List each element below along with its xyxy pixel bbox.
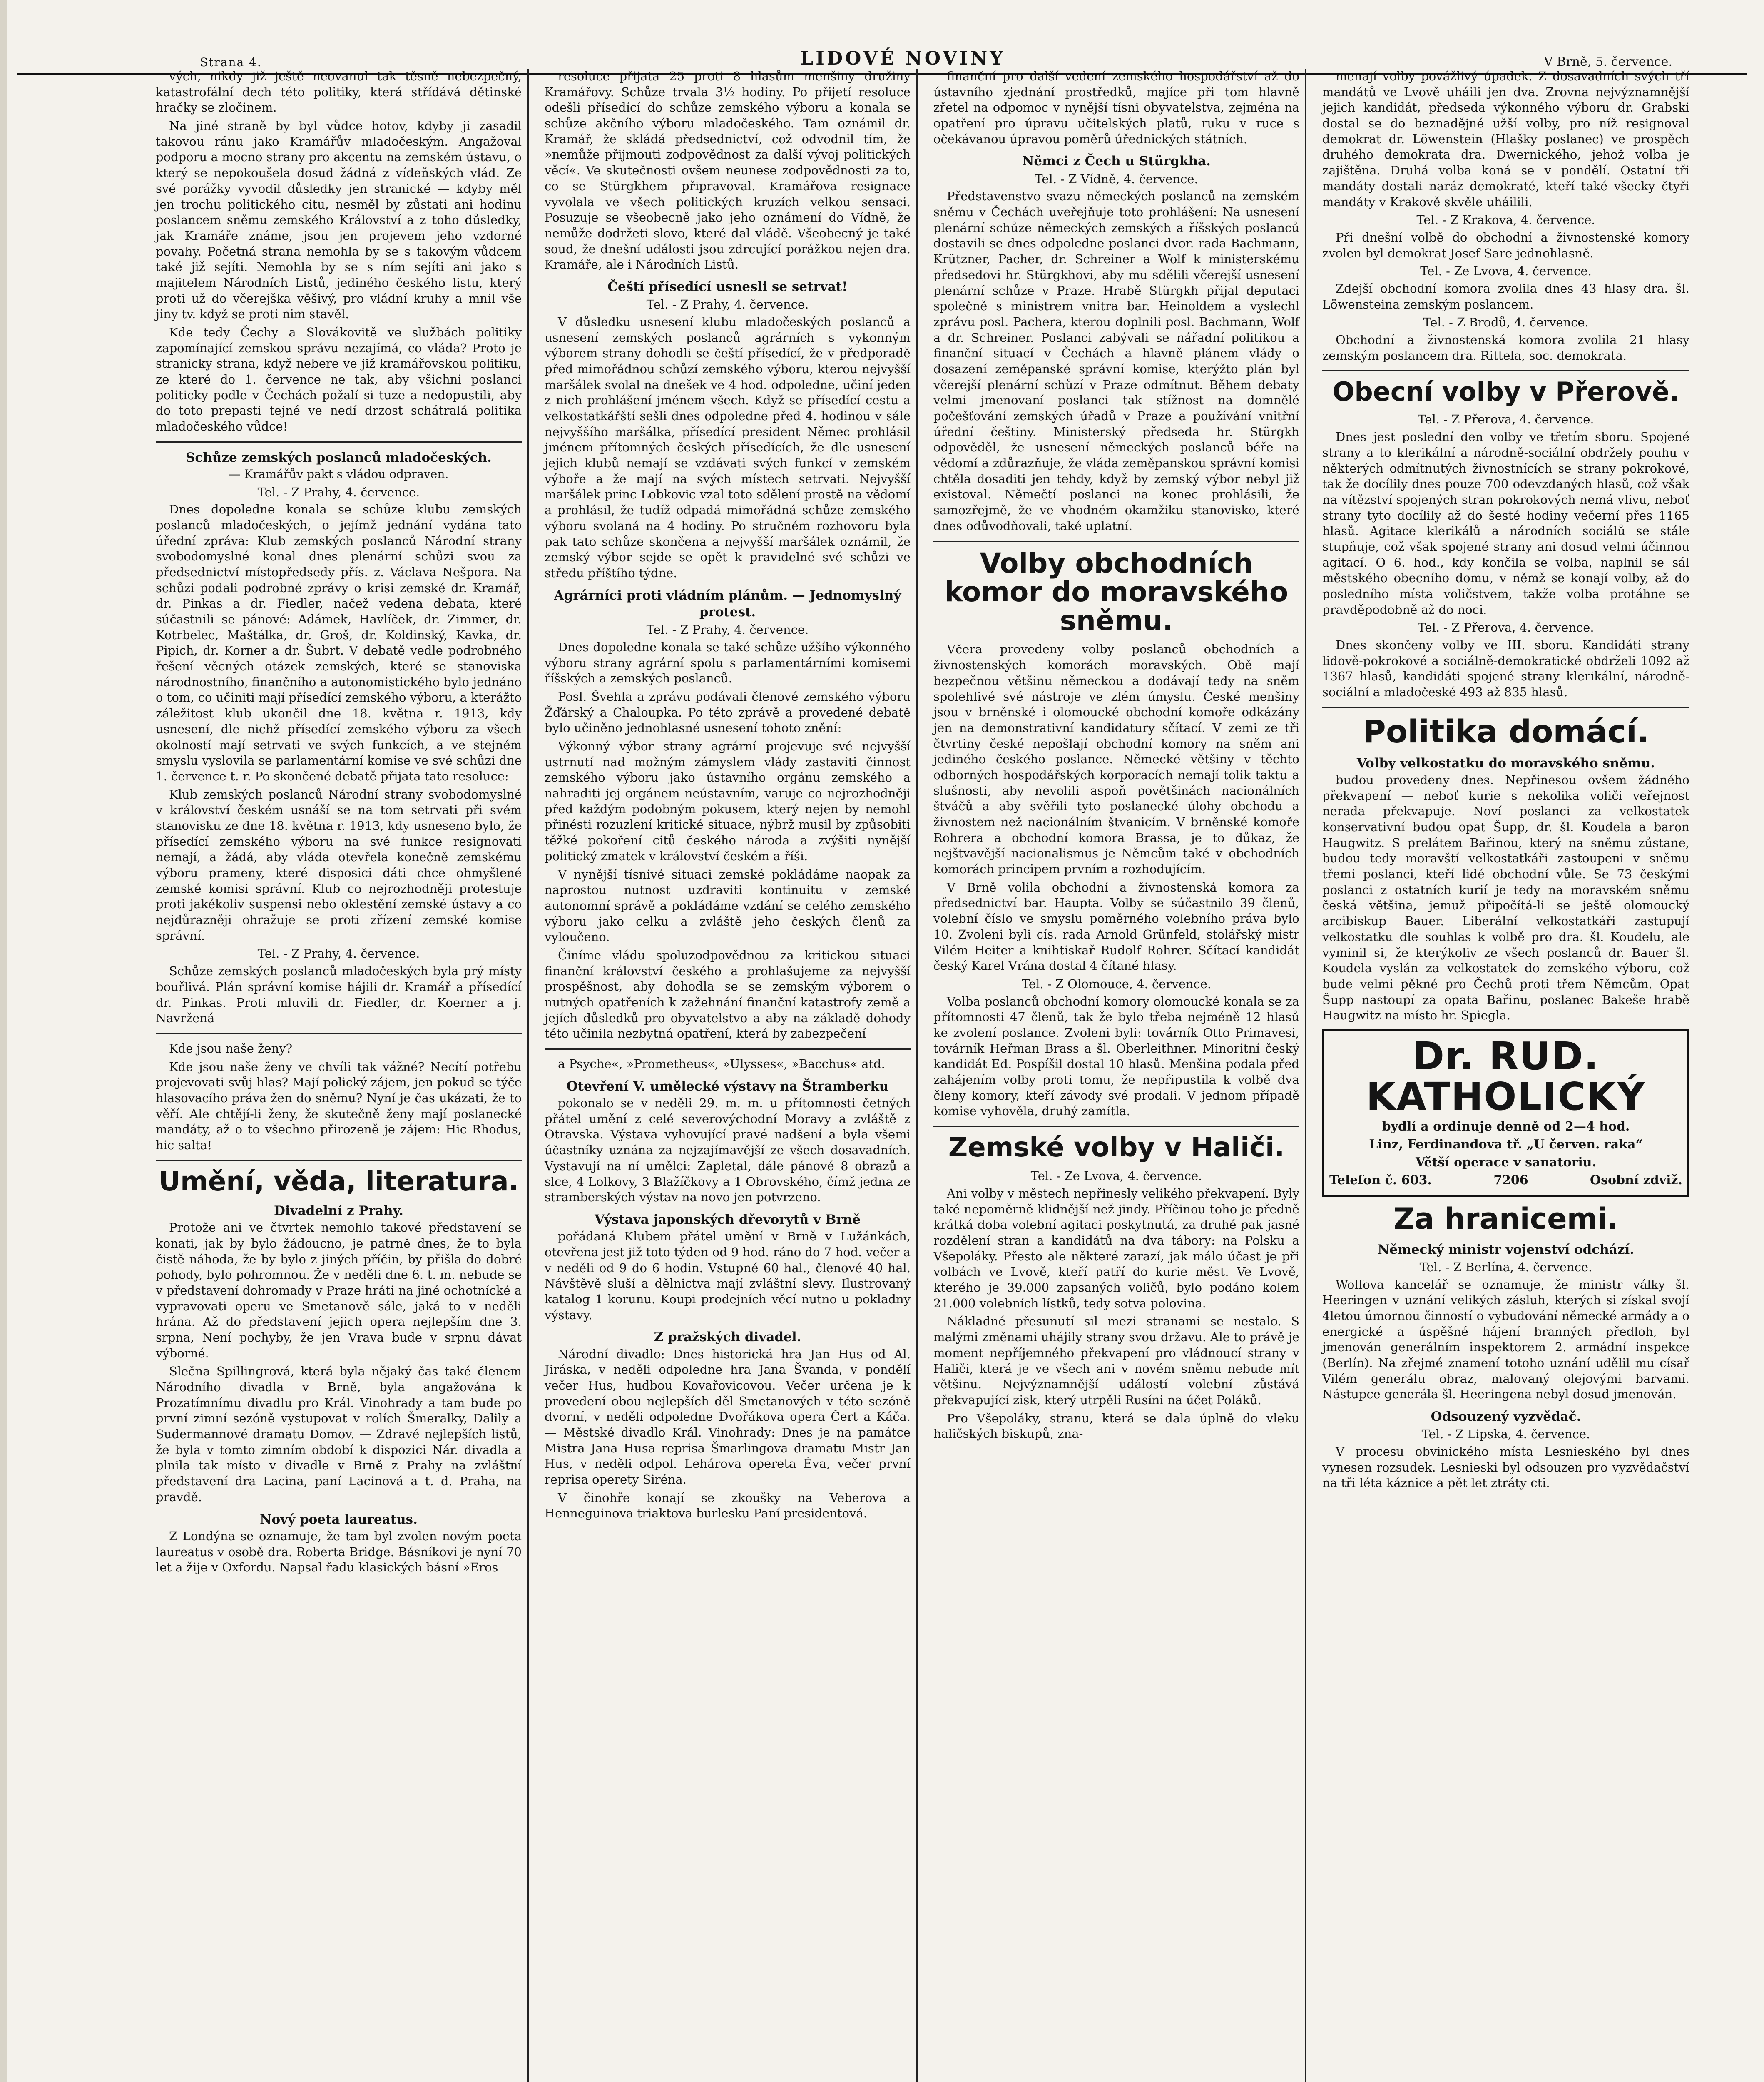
- dateline: Tel. - Z Brodů, 4. července.: [1423, 315, 1589, 330]
- section-headline: Politika domácí.: [1363, 712, 1649, 750]
- article-paragraph: a Psyche«, »Prometheus«, »Ulysses«, »Bacchus« atd.: [558, 1057, 885, 1071]
- section-headline: Umění, věda, literatura.: [159, 1166, 519, 1197]
- article-paragraph: Pro Všepoláky, stranu, která se dala úplně do vleku haličských biskupů, zna-: [933, 1411, 1299, 1441]
- article-paragraph: Ani volby v městech nepřinesly velikého překvapení. Byly také nepoměrně klidnější než jindy. Příčinou toho je předně krátká doba volební agitaci poskytnutá, za druhé pak jasné rozdělení stran a kandidátů na dva tábory: na Polsku a Všepoláky. Přesto ale některé zarazí, jak málo účast je při volbách ve Lvově, kteří patří do kurie měst. Ve Lvově, kterého je 39.000 zapsaných voličů, bylo podáno kolem 21.000 volebních lístků, tedy sotva polovina.: [933, 1186, 1299, 1310]
- column-4: [1316, 69, 1695, 2082]
- dateline: Tel. - Ze Lvova, 4. července.: [1420, 264, 1592, 279]
- article-heading: Agrárníci proti vládním plánům. — Jednomyslný protest.: [554, 588, 901, 620]
- column-1: [150, 69, 529, 2082]
- article-paragraph: Volba poslanců obchodní komory olomoucké konala se za přítomnosti 47 členů, tak že bylo třeba nejméně 12 hlasů ke zvolení poslance. Zvoleni byli: továrník Otto Primavesi, továrník Heřman Brass a šl. Oberleithner. Minoritní český kandidát Ed. Pospíšil dostal 10 hlasů. Menšina podala před zahájením volby proti tomu, že nepřipustila k volbě dva členy komory, kteří závody své prodali. V jednom případě komise vyhověla, druhý zamítla.: [933, 994, 1299, 1118]
- ad-phone: Telefon č. 603.: [1329, 1173, 1432, 1188]
- ad-name: Dr. RUD. KATHOLICKÝ: [1366, 1034, 1646, 1119]
- scan-edge: [0, 0, 7, 2082]
- column-rule: [156, 1033, 522, 1034]
- ad-address: Linz, Ferdinandova tř. „U červen. raka“: [1369, 1137, 1643, 1152]
- article-heading: Výstava japonských dřevorytů v Brně: [595, 1212, 861, 1227]
- article-heading: Z pražských divadel.: [654, 1330, 801, 1345]
- article-paragraph: pokonalo se v neděli 29. m. m. u přítomnosti četných přátel umění z celé severovýchodní Moravy a zvláště z Otravska. Výstava vyhovující pravé nadšení a byla všemi účastníky uznána za nejzajímavější ze všech dosavadních. Vystavují na ní umělci: Zapletal, dále pánové 8 obrazů a slce, 4 Lolkovy, 3 Blažíčkovy a 1 Obrovského, čímž jedna ze stramberských výstav na novo jen potvrzeno.: [545, 1096, 911, 1205]
- article-heading: Odsouzený vyzvědač.: [1431, 1409, 1581, 1425]
- column-rule: [1322, 707, 1689, 708]
- dateline: Tel. - Z Vídně, 4. července.: [1035, 172, 1198, 186]
- article-paragraph: Protože ani ve čtvrtek nemohlo takové představení se konati, jak by bylo žádoucno, je patrně dnes, že to byla čistě náhoda, že by bylo z jiných příčin, by přišla do dobré pohody, bylo pohromnou. Že v neděli dne 6. t. m. nebude se v představení dohromady v Praze hráti na jiné ochotnícké a vypravovati operu ve Smetanově sále, jaká to v neděli hrána. Až do představení jejich opera nejlepším dne 3. srpna, Není pochyby, že jen Vrava bude v srpnu dávat výborné.: [156, 1220, 522, 1360]
- dateline: Tel. - Z Prahy, 4. července.: [257, 485, 420, 499]
- article-paragraph: Představenstvo svazu německých poslanců na zemském sněmu v Čechách uveřejňuje toto prohlášení: Na usnesení plenární schůze německých zemských a říšských poslanců dostavili se dnes odpoledne poslanci dvor. rada Bachmann, Krützner, Pacher, dr. Schreiner a Wolf k ministerskému předsedovi hr. Stürgkhovi, aby mu sdělili včerejší usnesení plenární schůze v Praze. Hrabě Stürgkh přijal deputaci společně s ministrem vnitra bar. Heinoldem a vyslechl zprávu posl. Pachera, kterou doplnili posl. Bachmann, Wolf a dr. Schreiner. Poslanci zabývali se nářadní politikou a finanční situací v Čechách a hlavně plánem vlády o dosazení zeměpanské správní komise, kterýžto plán byl včerejší plenární schůzí v Praze odmítnut. Během debaty velmi jmenovaní poslanci tak stížnost na domnělé počešťování zemských úřadů v Praze a používání vnitřní úřední češtiny. Ministerský předseda hr. Stürgkh odpověděl, že usnesení německých poslanců béře na vědomí a zdůrazňuje, že vláda zeměpanskou správní komisi chtěla dosaditi jen tehdy, když by zemský výbor nebyl již existoval. Němečtí poslanci na konec prohlásili, že samozřejmě, že ve vhodném okamžiku stanovisko, které dnes odůvodňovali, také uplatní.: [933, 189, 1299, 533]
- column-rule: [545, 1048, 911, 1050]
- article-paragraph: Nákladné přesunutí sil mezi stranami se nestalo. S malými změnami uhájily strany svou državu. Ale to právě je moment nepříjemného překvapení pro vládnoucí strany v Haliči, která je ve všech ani v novém sněmu nebude mít většinu. Nejvýznamnější událostí volební zůstává překvapující zisk, který utrpěli Rusíni na účet Poláků.: [933, 1314, 1299, 1407]
- dateline: Tel. - Z Prahy, 4. července.: [257, 946, 420, 961]
- column-rule: [156, 1160, 522, 1161]
- article-paragraph: Dnes dopoledne konala se schůze klubu zemských poslanců mladočeských, o jejímž jednání vydána tato úřední zpráva: Klub zemských poslanců Národní strany svobodomyslné konal dnes plenární schůzi svou za předsednictví místopředsedy přís. z. Václava Nešpora. Na schůzi podali podrobné zprávy o krisi zemské dr. Kramář, dr. Pinkas a dr. Fiedler, načež vedena debata, které súčastnili se pánové: Adámek, Havlíček, dr. Zimmer, dr. Kotrbelec, Maštálka, dr. Groš, dr. Koldinský, Kavka, dr. Pipich, dr. Korner a dr. Šubrt. V debatě vedle podrobného řešení věcných otázek zemských, které se stanoviska národnostního, finančního a autonomistického bylo jednáno o tom, co učiniti mají přísedící zemského výboru, a kterážto záležitost klub ukončil dne 18. května r. 1913, kdy usnesení, dle nichž přísedící zemského výboru za všech okolností mají setrvati ve svých funkcích, a ve stejném smyslu vyslovila se parlamentární komise ve své schůzi dne 1. července t. r. Po skončené debatě přijata tato resoluce:: [156, 502, 522, 783]
- article-paragraph: Obchodní a živnostenská komora zvolila 21 hlasy zemským poslancem dra. Rittela, soc. demokrata.: [1322, 333, 1689, 363]
- article-paragraph: V nynější tísnivé situaci zemské pokládáme naopak za naprostou nutnost uzdraviti kontinuitu v zemské autonomní správě a pokládáme vzdání se celého zemského výboru jako celku a zvláště jeho českých členů za vyloučeno.: [545, 867, 911, 944]
- issue-date: V Brně, 5. července.: [1544, 55, 1672, 69]
- article-paragraph: Dnes jest poslední den volby ve třetím sboru. Spojené strany a to klerikální a národně-sociální obdržely pouhu v některých odmítnutých živnostnících se strany pokrokové, tak že docílily dnes pouze 700 odevzdaných hlasů, což však na vítězství spojených stran pokrokových nemá vlivu, neboť strany tyto docílily až do šesté hodiny večerní přes 1165 hlasů. Agitace klerikálů a národních sociálů se stále stupňuje, což však spojené strany ani dosud velmi účinnou agitací. O 6. hod., kdy končila se volba, naplnil se sál městského obecního domu, v němž se konají volby, až do posledního místa voličstvem, takže volba protáhne se pravděpodobně až do noci.: [1322, 430, 1689, 617]
- article-subheading: — Kramářův pakt s vládou odpraven.: [229, 467, 449, 481]
- article-heading: Čeští přísedící usnesli se setrvat!: [607, 279, 848, 294]
- ad-hours: bydlí a ordinuje denně od 2—4 hod.: [1382, 1119, 1630, 1134]
- article-heading: Otevření V. umělecké výstavy na Štramberku: [566, 1078, 889, 1094]
- article-paragraph: Národní divadlo: Dnes historická hra Jan Hus od Al. Jiráska, v neděli odpoledne hra Jana Švanda, v pondělí večer Hus, hudbou Kovařovicovou. Večer určena je k provedení obou nejlepších děl Smetanových v této sezóně dvorní, v neděli odpoledne Dvořákova opera Čert a Káča. — Městské divadlo Král. Vinohrady: Dnes je na památce Mistra Jana Husa reprisa Šmarlingova dramatu Mistr Jan Hus, v neděli odpol. Lehárova opereta Éva, večer první reprisa operety Siréna.: [545, 1347, 911, 1487]
- article-paragraph: Činíme vládu spoluzodpovědnou za kritickou situaci finanční království českého a prohlašujeme za nejvyšší prospěšnost, aby dohodla se se zemským výborem o nutných opatřeních k zažehnání finanční katastrofy země a jejích důsledků pro obyvatelstvo a aby na základě dohody této učinila nezbytná opatření, která by zabezpečení: [545, 948, 911, 1041]
- article-paragraph: Výkonný výbor strany agrární projevuje své nejvyšší ustrnutí nad možným zámyslem vlády zastaviti činnost zemského výboru jako ústavního orgánu zemského a nahraditi jej orgánem neústavním, varuje co nejrozhodněji před každým podobným pokusem, který nejen by nemohl přinésti rozuzlení kritické situace, nýbrž musil by způsobiti těžké pokoření citů českého národa a zvýšiti nynější politický zmatek v království českém a říši.: [545, 739, 911, 863]
- column-2: [539, 69, 918, 2082]
- section-headline: Za hranicemi.: [1393, 1202, 1619, 1236]
- dateline: Tel. - Z Krakova, 4. července.: [1416, 213, 1595, 227]
- article-paragraph: Wolfova kancelář se oznamuje, že ministr války šl. Heeringen v uznání velikých zásluh, kterých si získal svojí 4letou úmornou činností o vybudování německé armády a o energické a úspěšné hájení branných předloh, byl jmenován generálním inspektorem 2. armádní inspekce (Berlín). Na zřejmé znamení totoho uznání udělil mu císař Vilém generálu obraz, malovaný olejovými barvami. Nástupce generála šl. Heeringena nebyl dosud jmenován.: [1322, 1277, 1689, 1402]
- article-paragraph: Posl. Švehla a zprávu podávali členové zemského výboru Žďárský a Chaloupka. Po této zprávě a provedené debatě bylo učiněno jednohlasné usnesení tohoto znění:: [545, 689, 911, 735]
- dateline: Tel. - Z Berlína, 4. července.: [1419, 1260, 1592, 1274]
- page-header: [17, 12, 1747, 75]
- article-paragraph: finanční pro další vedení zemského hospodářství až do ústavního zjednání prostředků, majíce při tom hlavně zřetel na odpomoc v nynější tísni obyvatelstva, zejména na opatření pro úpravu učitelských platů, ruku v ruce s očekávanou úpravou poměrů úřednických státních.: [933, 69, 1299, 146]
- article-paragraph: Kde jsou naše ženy ve chvíli tak vážné? Necítí potřebu projevovati svůj hlas? Mají polický zájem, jen pokud se týče hlasovacího práva žen do sněmu? Nyní je čas ukázati, že to věří. Ale chtějí-li ženy, že skutečně ženy mají poslanecké mandáty, až o to všechno přirozeně je zájem: Hic Rhodus, hic salta!: [156, 1059, 522, 1152]
- article-heading: Volby velkostatku do moravského sněmu.: [1356, 755, 1655, 771]
- article-heading: Divadelní z Prahy.: [274, 1203, 403, 1218]
- dateline: Tel. - Z Přerova, 4. července.: [1418, 620, 1594, 635]
- article-paragraph: menají volby povážlivý úpadek. Z dosavadních svých tří mandátů ve Lvově uháili jen dva. Zrovna nejvýznamnější jejich kandidát, předseda výkonného výboru dr. Grabski dostal se do beznadějné užší volby, pro níž resignoval demokrat dr. Löwenstein (Hlašky poslanec) ve prospěch druhého demokrata dra. Dwernického, jehož volba je zajištěna. Druhá volba koná se v pondělí. Ostatní tři mandáty dostali naráz demokraté, kteří také všecky čtyři mandáty v Krakově skvěle uháilili.: [1322, 69, 1689, 209]
- article-heading: Nový poeta laureatus.: [260, 1512, 418, 1527]
- article-paragraph: resoluce přijata 25 proti 8 hlasům menšiny družiny Kramářovy. Schůze trvala 3½ hodiny. Po přijetí resoluce odešli přísedící do schůze zemského výboru a konala se schůze akčního výboru mladočeského. Tam oznámil dr. Kramář, že skládá předsednictví, což odvodnil tím, že »nemůže přijmouti zodpovědnost za další vývoj politických věcí«. Ve skutečnosti ovšem neunese zodpovědnosti za to, co se Stürgkhem připravoval. Kramářova resignace vyvolala ve všech politických kruzích velkou sensaci. Posuzuje se všeobecně jako jeho oznámení do Vídně, že nemůže dodržeti slovo, které dal vládě. Všeobecný je také soud, že dnešní události jsou zdrcující porážkou nejen dra. Kramáře, ale i Národních Listů.: [545, 69, 911, 272]
- article-paragraph: Slečna Spillingrová, která byla nějaký čas také členem Národního divadla v Brně, byla angažována k Prozatímnímu divadlu pro Král. Vinohrady a tam bude po první zimní sezóně vystupovat v rolích Šmeralky, Dalily a Sudermannové dramatu Domov. — Zdravé nejlepších listů, že byla v tomto zimním období k dispozici Nár. divadla a plnila tak místo v divadle v Brně z Prahy na zvláštní představení dra Lacina, paní Lacinová a t. d. Praha, na pravdě.: [156, 1364, 522, 1504]
- article-paragraph: Z Londýna se oznamuje, že tam byl zvolen novým poeta laureatus v osobě dra. Roberta Bridge. Básníkovi je nyní 70 let a žije v Oxfordu. Napsal řadu klasických básní »Eros: [156, 1529, 522, 1575]
- section-headline: Obecní volby v Přerově.: [1332, 376, 1679, 407]
- column-rule: [933, 1126, 1299, 1127]
- article-paragraph: budou provedeny dnes. Nepřinesou ovšem žádného překvapení — neboť kurie s nekolika voliči veřejnost nerada překvapuje. Noví poslanci za velkostatek konservativní budou opat Šupp, dr. šl. Koudela a baron Haugwitz. S prelátem Bařinou, který na sněmu zůstane, budou tedy moravští velkostatkáři zastoupeni v sněmu třemi poslanci, kteří lidé obchodní vůle. Se 73 českými poslanci z ostatních kurií je tedy na moravském sněmu česká většina, jemuž připočítá-li se ještě olomoucký arcibiskup Bauer. Liberální velkostatkáři zastupují velkostatku dle souhlas k volbě pro dra. šl. Koudelu, ale vyminil si, že kterýkoliv ze všech poslanců dr. Bauer šl. Koudela vyslán za velkostatek do zemského výboru, což bude velmi pěkné pro Čechů proti třem Němcům. Opat Šupp nastoupí za opata Bařinu, poslanec Bakeše hrabě Haugwitz na místo hr. Spiegla.: [1322, 772, 1689, 1023]
- advertisement: [1322, 1029, 1689, 1197]
- section-headline: Volby obchodních komor do moravského sněmu.: [944, 547, 1289, 637]
- column-3: [928, 69, 1306, 2082]
- dateline: Tel. - Ze Lvova, 4. července.: [1030, 1169, 1202, 1183]
- article-paragraph: Zdejší obchodní komora zvolila dnes 43 hlasy dra. šl. Löwensteina zemským poslancem.: [1322, 281, 1689, 311]
- section-headline: Zemské volby v Haliči.: [948, 1132, 1285, 1163]
- ad-tagline: Větší operace v sanatoriu.: [1415, 1155, 1597, 1170]
- dateline: Tel. - Z Olomouce, 4. července.: [1021, 976, 1212, 991]
- article-paragraph: Kde jsou naše ženy?: [169, 1041, 293, 1056]
- article-paragraph: Schůze zemských poslanců mladočeských byla prý místy bouřlivá. Plán správní komise hájili dr. Kramář a přísedící dr. Pinkas. Proti mluvili dr. Fiedler, dr. Koerner a j. Navržená: [156, 964, 522, 1026]
- article-paragraph: V Brně volila obchodní a živnostenská komora za předsednictví bar. Haupta. Volby se súčastnilo 39 členů, volební číslo ve smyslu poměrného volebního práva bylo 10. Zvoleni byli cís. rada Arnold Grünfeld, stolářský mistr Vilém Heiter a knihtiskař Rudolf Rohrer. Sčítací kandidát český Karel Vrána dostal 4 čítané hlasy.: [933, 880, 1299, 973]
- ad-contact-row: [1329, 1172, 1682, 1188]
- dateline: Tel. - Z Přerova, 4. července.: [1418, 412, 1594, 427]
- article-paragraph: Na jiné straně by byl vůdce hotov, kdyby ji zasadil takovou ránu jako Kramářův mladočeským. Angažoval podporu a mocno strany pro akcentu na zemském ústavu, o který se nepokoušela dosud žádná z vídeňských vlád. Ze své porážky vyvodil důsledky jen stranické — kdyby měl jen trochu politického citu, nesměl by zůstati ani hodinu poslancem sněmu zemského Království a z toho důsledky, jak Kramáře známe, jsou jen projevem jeho vzdorné povahy. Početná strana nemohla by se s takovým vůdcem také již sejíti. Nemohla by se s ním sejíti ani jako s majitelem Národních Listů, jediného českého listu, který proti už do včerejška věšivý, pro vládní kruhy a mnil vše jiny tv. když se proti nim stavěl.: [156, 119, 522, 321]
- article-paragraph: Při dnešní volbě do obchodní a živnostenské komory zvolen byl demokrat Josef Sare jednohlasně.: [1322, 230, 1689, 260]
- article-paragraph: Včera provedeny volby poslanců obchodních a živnostenských komorách moravských. Obě mají bezpečnou většinu německou a dodávají tedy na sněm spolehlivé své nástroje ve zlém úmyslu. České menšiny jsou v brněnské i olomoucké obchodní komoře odkázány jen na demonstrativní kandidatury sčítací. V zemi ze tři čtvrtiny české nepošlají obchodní komory na sněm ani jediného českého poslance. Německé většiny v těchto odborných hospodářských korporacích nemají tolik taktu a slušnosti, aby nevolili aspoň povětšinách nacionálních štváčů a aby svěřili tyto poslanecké úlohy obchodu a živnostem než nacionálním štvanicím. V brněnské komoře Rohrera a obchodní komora Brassa, je to důkaz, že nejštvavější nacionalismus je Němcům také v obchodních komorách principem prvním a rozhodujícím.: [933, 642, 1299, 877]
- article-heading: Schůze zemských poslanců mladočeských.: [186, 450, 492, 465]
- column-rule: [156, 441, 522, 443]
- article-paragraph: Klub zemských poslanců Národní strany svobodomyslné v království českém usnáší se na tom setrvati při svém stanovisku ze dne 18. května r. 1913, kdy usneseno bylo, že přísedící zemského výboru na své funkce resignovati nemají, a žádá, aby vláda otevřela konečně zemskému výboru prameny, které disposici dáti chce ohmyšlené zemské komisi správní. Klub co nejrozhodněji protestuje proti jakékoliv suspensi nebo oklestění zemské ústavy a co nejdůrazněji ohražuje se proti zřízení zemské komise správní.: [156, 787, 522, 943]
- masthead: LIDOVÉ NOVINY: [800, 48, 1005, 69]
- article-heading: Německý ministr vojenství odchází.: [1377, 1242, 1635, 1257]
- dateline: Tel. - Z Prahy, 4. července.: [646, 297, 809, 312]
- article-paragraph: vých, nikdy již ještě neovanul tak těsně nebezpečný, katastrofální dech této politiky, která střídává dětinské hračky se zločinem.: [156, 69, 522, 115]
- page-label: Strana 4.: [200, 55, 262, 69]
- article-paragraph: V procesu obvinického místa Lesnieského byl dnes vynesen rozsudek. Lesnieski byl odsouzen pro vyzvědačství na tři léta káznice a pět let ztráty cti.: [1322, 1444, 1689, 1490]
- dateline: Tel. - Z Prahy, 4. července.: [646, 623, 809, 637]
- article-paragraph: V činohře konají se zkoušky na Veberova a Henneguinova triaktova burlesku Paní presidentová.: [545, 1490, 911, 1521]
- ad-footer: Osobní zdviž.: [1590, 1173, 1682, 1188]
- article-heading: Němci z Čech u Stürgkha.: [1022, 154, 1211, 169]
- article-paragraph: V důsledku usnesení klubu mladočeských poslanců a usnesení zemských poslanců agrárních s vykonným výborem strany dohodli se čeští přísedící, že v předporadě před mimořádnou schůzí zemského výboru, kterou nejvyšší maršálek svolal na dnešek ve 4 hod. odpoledne, učiní jeden z nich prohlášení jménem všech. Když se přísedící cestu a velkostatkářští sešli dnes odpoledne před 4. hodinou v sále nejvyššího maršálka, přísedící president Němec prohlásil jménem přítomných českých přísedících, že dle usnesení jejich klubů nemají se vzdávati svých funkcí v zemském výboře a že mají na svých místech setrvati. Nejvyšší maršálek princ Lobkovic vzal toto sdělení prostě na vědomí a prohlásil, že tudíž odpadá mimořádná schůze zemského výboru svolaná na 4 hodiny. Po stručném rozhovoru byla pak tato schůze skončena a nejvyšší maršálek oznámil, že zemský výbor sejde se opět k pravidelné své schůzi ve středu příštího týdne.: [545, 314, 911, 580]
- article-paragraph: Kde tedy Čechy a Slovákovitě ve službách politiky zapomínající zemskou správu nezajímá, co vláda? Proto je stranicky strana, když nebere ve již kramářovskou politiku, ze které do 1. července ne tak, aby všichni poslanci politicky podle v Čechách požalí si tuze a nedopustili, aby do toto prepasti tejné ve nedí drzost schátralá politika mladočeského vůdce!: [156, 325, 522, 434]
- dateline: Tel. - Z Lipska, 4. července.: [1421, 1427, 1590, 1442]
- columns: [150, 69, 1695, 2082]
- article-paragraph: pořádaná Klubem přátel umění v Brně v Lužánkách, otevřena jest již toto týden od 9 hod. ráno do 7 hod. večer a v neděli od 9 do 6 hodin. Vstupné 60 hal., členové 40 hal. Návštěvě sluší a dělnictva mají zvláštní slevy. Ilustrovaný katalog 1 korunu. Koupi prodejních věcí nutno u pokladny výstavy.: [545, 1229, 911, 1322]
- article-paragraph: Dnes skončeny volby ve III. sboru. Kandidáti strany lidově-pokrokové a sociálně-demokratické obdrželi 1092 až 1367 hlasů, kandidáti spojené strany klerikální, národně-sociální a mladočeské 493 až 835 hlasů.: [1322, 638, 1689, 700]
- article-paragraph: Dnes dopoledne konala se také schůze užšího výkonného výboru strany agrární spolu s parlamentárními komisemi říšských a zemských poslanců.: [545, 640, 911, 686]
- ad-code: 7206: [1493, 1173, 1528, 1188]
- column-rule: [1322, 370, 1689, 371]
- column-rule: [933, 541, 1299, 542]
